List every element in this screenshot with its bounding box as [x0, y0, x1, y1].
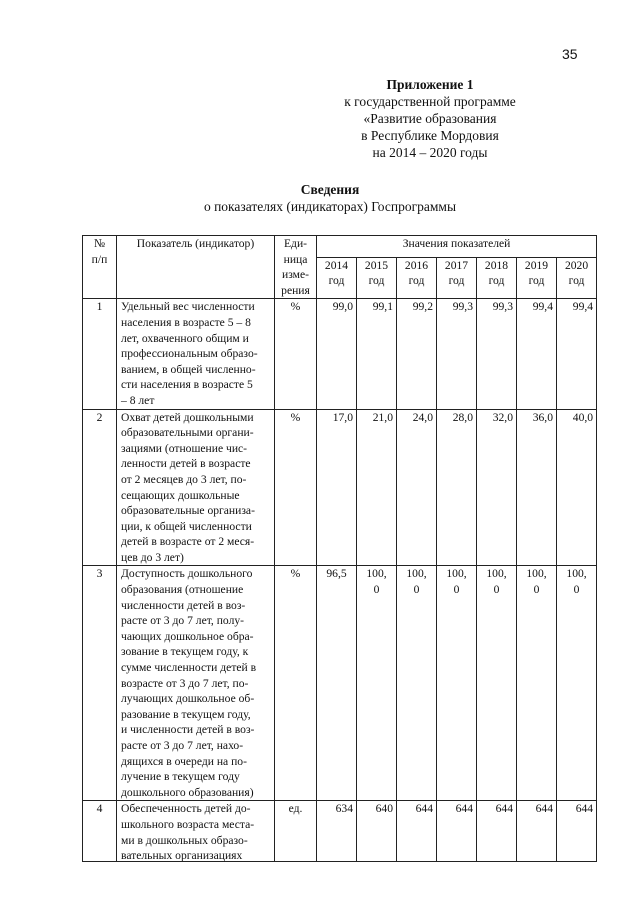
value-part: 96,5 — [326, 567, 347, 581]
header-year — [477, 257, 517, 299]
row-value: 99,0 — [317, 299, 357, 409]
indicator-line: и численности детей в воз- — [121, 723, 255, 737]
indicator-line: дошкольного образования) — [121, 785, 254, 799]
header-year-suffix: год — [328, 274, 345, 288]
indicator-line: дящихся в очереди на по- — [121, 754, 247, 768]
value-part — [317, 582, 356, 598]
row-unit: % — [275, 566, 317, 801]
indicator-line: образовательными органи- — [121, 426, 254, 440]
indicator-line: разование в текущем году, — [121, 707, 251, 721]
row-value: 28,0 — [437, 409, 477, 566]
row-value: 99,4 — [517, 299, 557, 409]
row-value: 634 — [317, 801, 357, 862]
row-unit: % — [275, 409, 317, 566]
header-number-line: п/п — [91, 252, 108, 266]
header-unit-line: ница — [283, 252, 308, 266]
row-value: 99,4 — [557, 299, 597, 409]
row-value — [517, 566, 557, 801]
row-value — [557, 566, 597, 801]
header-values: Значения показателей — [317, 236, 597, 258]
heading-subtitle: о показателях (индикаторах) Госпрограммы — [203, 199, 457, 214]
value-part: 100, — [526, 567, 547, 581]
value-part: 100, — [406, 567, 427, 581]
indicator-line: школьного возраста места- — [121, 817, 255, 831]
indicator-line: Обеспеченность детей до- — [121, 802, 251, 816]
row-value — [397, 566, 437, 801]
row-indicator — [117, 801, 275, 862]
indicator-line: профессиональным образо- — [121, 347, 258, 361]
row-number: 3 — [83, 566, 117, 801]
indicator-line: зование в текущем году, к — [121, 645, 249, 659]
indicator-line: ции, к общей численности — [121, 519, 252, 533]
indicator-line: лучение в текущем году — [121, 770, 240, 784]
header-year-suffix: год — [528, 274, 545, 288]
value-part: 100, — [366, 567, 387, 581]
row-value: 644 — [477, 801, 517, 862]
indicator-line: возрасте от 3 до 7 лет, по- — [121, 676, 249, 690]
value-part: 100, — [566, 567, 587, 581]
document-heading — [150, 181, 510, 215]
value-part: 100, — [446, 567, 467, 581]
row-number: 2 — [83, 409, 117, 566]
table-row — [83, 409, 597, 566]
header-year-suffix: год — [368, 274, 385, 288]
indicator-line: сти населения в возрасте 5 — [121, 378, 253, 392]
header-year-value: 2017 — [444, 258, 469, 272]
header-year — [317, 257, 357, 299]
header-number-line: № — [93, 237, 106, 250]
header-year-suffix: год — [568, 274, 585, 288]
row-value: 17,0 — [317, 409, 357, 566]
indicator-line: сещающих дошкольные — [121, 488, 240, 502]
header-indicator: Показатель (индикатор) — [117, 236, 275, 299]
header-year-value: 2015 — [364, 258, 389, 272]
table-row — [83, 801, 597, 862]
appendix-block — [320, 76, 540, 161]
row-value: 644 — [557, 801, 597, 862]
row-value: 640 — [357, 801, 397, 862]
appendix-line: «Развитие образования — [363, 111, 497, 126]
value-part: 0 — [533, 583, 540, 597]
row-value: 644 — [397, 801, 437, 862]
indicator-line: образовательные организа- — [121, 504, 255, 518]
value-part: 0 — [413, 583, 420, 597]
row-value: 24,0 — [397, 409, 437, 566]
appendix-line: к государственной программе — [344, 94, 516, 109]
indicator-line: Доступность дошкольного — [121, 567, 253, 581]
row-unit: % — [275, 299, 317, 409]
header-year — [437, 257, 477, 299]
row-value: 99,3 — [437, 299, 477, 409]
indicator-line: Удельный вес численности — [121, 300, 255, 314]
header-year-value: 2019 — [524, 258, 549, 272]
appendix-line: в Республике Мордовия — [361, 128, 499, 143]
indicator-line: Охват детей дошкольными — [121, 410, 254, 424]
row-value — [357, 566, 397, 801]
row-number: 4 — [83, 801, 117, 862]
indicator-line: лет, охваченного общим и — [121, 331, 249, 345]
header-year-value: 2016 — [404, 258, 429, 272]
indicator-line: ми в дошкольных образо- — [121, 833, 248, 847]
header-year-value: 2014 — [324, 258, 349, 272]
appendix-title: Приложение 1 — [386, 77, 474, 92]
row-value — [317, 566, 357, 801]
row-value: 21,0 — [357, 409, 397, 566]
row-value: 99,2 — [397, 299, 437, 409]
header-year — [357, 257, 397, 299]
row-unit: ед. — [275, 801, 317, 862]
header-year — [557, 257, 597, 299]
header-year-suffix: год — [488, 274, 505, 288]
indicator-line: детей в возрасте от 2 меся- — [121, 535, 255, 549]
header-year-suffix: год — [408, 274, 425, 288]
indicator-line: расте от 3 до 7 лет, полу- — [121, 614, 245, 628]
row-indicator — [117, 299, 275, 409]
indicator-line: численности детей в воз- — [121, 598, 246, 612]
row-value: 644 — [437, 801, 477, 862]
page-number: 35 — [562, 46, 578, 62]
indicator-line: сумме численности детей в — [121, 661, 257, 675]
indicators-table — [82, 235, 597, 862]
row-value: 36,0 — [517, 409, 557, 566]
value-part: 0 — [573, 583, 580, 597]
row-number: 1 — [83, 299, 117, 409]
header-unit — [275, 236, 317, 299]
header-year-value: 2018 — [484, 258, 509, 272]
header-year-suffix: год — [448, 274, 465, 288]
indicator-line: вательных организациях — [121, 849, 243, 862]
header-year-value: 2020 — [564, 258, 589, 272]
header-unit-line: Еди- — [283, 237, 308, 250]
value-part: 100, — [486, 567, 507, 581]
appendix-line: на 2014 – 2020 годы — [372, 145, 488, 160]
indicator-line: лучающих дошкольное об- — [121, 692, 255, 706]
indicator-line: – 8 лет — [121, 393, 155, 407]
indicator-line: образования (отношение — [121, 583, 244, 597]
indicator-line: ленности детей в возрасте — [121, 457, 251, 471]
header-unit-line: рения — [281, 283, 310, 297]
value-part: 0 — [453, 583, 460, 597]
row-value: 644 — [517, 801, 557, 862]
value-part: 0 — [493, 583, 500, 597]
indicator-line: чающих дошкольное обра- — [121, 629, 254, 643]
header-unit-line: изме- — [282, 268, 309, 282]
table-row — [83, 566, 597, 801]
heading-title: Сведения — [300, 182, 360, 197]
indicator-line: населения в возрасте 5 – 8 — [121, 315, 251, 329]
row-value: 99,1 — [357, 299, 397, 409]
row-value — [437, 566, 477, 801]
row-value: 99,3 — [477, 299, 517, 409]
indicator-line: зациями (отношение чис- — [121, 441, 248, 455]
row-value: 40,0 — [557, 409, 597, 566]
indicator-line: от 2 месяцев до 3 лет, по- — [121, 472, 247, 486]
table-row — [83, 299, 597, 409]
table-body — [83, 299, 597, 862]
indicator-line: цев до 3 лет) — [121, 550, 184, 564]
indicator-line: ванием, в общей численно- — [121, 362, 256, 376]
row-value: 32,0 — [477, 409, 517, 566]
row-indicator — [117, 566, 275, 801]
header-number — [83, 236, 117, 299]
indicator-line: расте от 3 до 7 лет, нахо- — [121, 739, 244, 752]
header-year — [397, 257, 437, 299]
row-value — [477, 566, 517, 801]
table-header-row — [83, 236, 597, 258]
row-indicator — [117, 409, 275, 566]
header-year — [517, 257, 557, 299]
value-part: 0 — [373, 583, 380, 597]
